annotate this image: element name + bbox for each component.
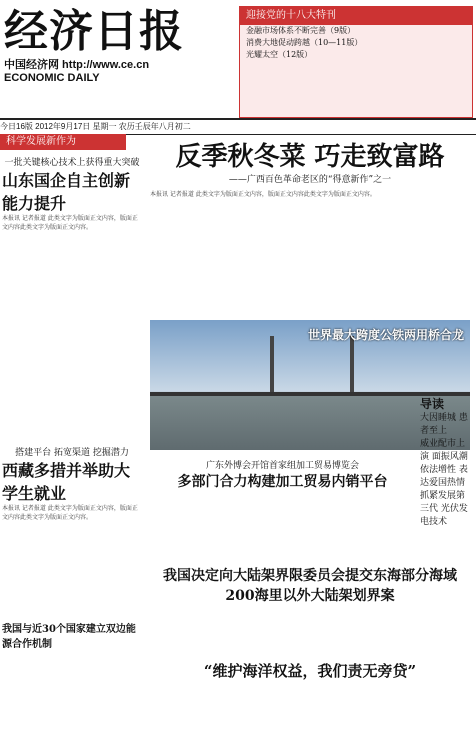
promo-item[interactable]: 光耀太空（12版） [246, 50, 313, 59]
main-subhead: ——广西百色革命老区的“得意新作”之一 [228, 175, 392, 185]
guide-box [420, 395, 472, 545]
article-body: 本报讯 记者报道 此类文字为版面正文内容，版面正文内容此类文字为版面正文内容。 [2, 215, 138, 231]
article-body: 本报讯 记者报道 此类文字为版面正文内容，版面正文内容此类文字为版面正文内容。 [2, 505, 138, 521]
left-article-1[interactable] [2, 155, 142, 414]
article-headline[interactable]: 我国与近30个国家建立双边能源合作机制 [2, 624, 136, 650]
promo-head: 迎接党的十八大特刊 [240, 7, 472, 25]
quote-headline[interactable]: “维护海洋权益，我们责无旁贷” [203, 662, 417, 680]
article-headline[interactable]: 我国决定向大陆架界限委员会提交东海部分海域200海里以外大陆架划界案 [163, 568, 457, 604]
masthead [4, 6, 234, 84]
mid-article[interactable] [150, 458, 415, 491]
section-tab: 科学发展新作为 [0, 134, 126, 150]
promo-item[interactable]: 消费大地促动跨越（10—11版） [246, 38, 363, 47]
article-kicker: 搭建平台 拓宽渠道 挖掘潜力 [15, 448, 129, 458]
sea-article[interactable] [150, 565, 470, 605]
left-article-3[interactable] [2, 620, 142, 650]
bridge-tower-icon [270, 336, 274, 396]
main-body: 本报讯 记者报道 此类文字为版面正文内容，版面正文内容此类文字为版面正文内容。 [150, 191, 376, 198]
article-headline[interactable]: 多部门合力构建加工贸易内销平台 [177, 474, 388, 490]
promo-box[interactable] [239, 6, 473, 118]
dateline: 今日16版 2012年9月17日 星期一 农历壬辰年八月初二 [0, 118, 476, 135]
promo-item[interactable]: 金融市场体系不断完善（9版） [246, 26, 356, 35]
masthead-title: 经济日报 [4, 6, 184, 57]
guide-item[interactable]: 抓紧发展第三代 光伏发电技术 [420, 491, 468, 527]
article-headline[interactable]: 西藏多措并举助大学生就业 [2, 461, 131, 503]
article-kicker: 一批关键核心技术上获得重大突破 [4, 158, 140, 168]
article-kicker: 广东外博会开馆首家组加工贸易博览会 [205, 461, 359, 471]
main-headline[interactable]: 反季秋冬菜 巧走致富路 [175, 142, 445, 172]
masthead-subtitle: ECONOMIC DAILY [4, 72, 100, 84]
photo-caption: 世界最大跨度公铁两用桥合龙 [307, 328, 464, 342]
bridge-tower-icon [350, 336, 354, 396]
guide-title: 导读 [420, 397, 445, 411]
guide-item[interactable]: 威业配市上演 面振风潮 [420, 439, 468, 462]
article-headline[interactable]: 山东国企自主创新能力提升 [2, 171, 131, 213]
masthead-site[interactable]: 中国经济网 http://www.ce.cn [4, 59, 150, 71]
left-article-2[interactable] [2, 445, 142, 624]
guide-item[interactable]: 大因睡城 患者至上 [420, 413, 468, 436]
guide-item[interactable]: 依法增性 表达爱国热情 [420, 465, 468, 488]
